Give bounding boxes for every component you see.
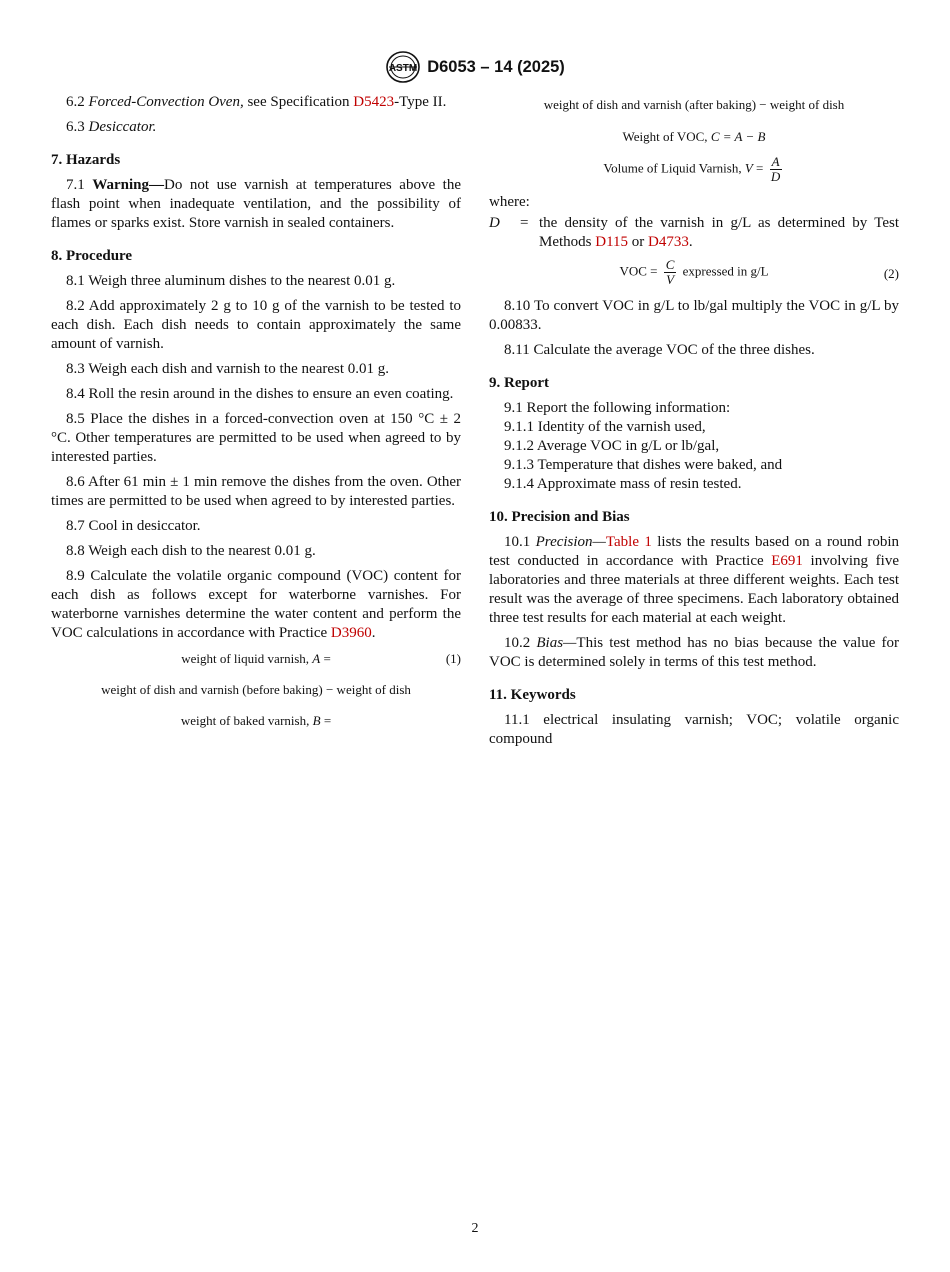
equation-baked-varnish: weight of baked varnish, B = [180,713,332,728]
link-e691[interactable]: E691 [771,553,803,569]
fraction-a-over-d: $\frac{A}{D}$ [770,154,781,184]
equation-weight-voc: Weight of VOC, C = A − B [622,129,766,144]
fraction-c-over-v: $\frac{C}{V}$ [665,257,675,287]
page-header [0,50,950,89]
section-9-1-4: 9.1.4 Approximate mass of resin tested. [504,476,742,492]
equation-number: (1) [445,651,461,666]
equation-volume: Volume of Liquid Varnish, V = $\frac{A}{D}$ [603,154,781,184]
section-8-4: 8.4 Roll the resin around in the dishes to ensure an even coating. [66,386,454,402]
section-8-9: 8.9 Calculate the volatile organic compound (VOC) content for each dish as follows except for waterborne varnishes. For waterborne varnishes determine the water content and perform the VOC calculations in accordance with Practice D3960. [51,568,461,641]
equation-1: weight of liquid varnish, A = (1) [181,651,461,666]
heading-report: 9. Report [489,375,549,391]
section-6-2: 6.2 Forced-Convection Oven, see Specification D5423-Type II. [66,94,447,110]
equation-1-line-2: weight of dish and varnish (before baking) − weight of dish [101,682,411,697]
equation-number: (2) [883,266,899,281]
section-8-7: 8.7 Cool in desiccator. [66,518,201,534]
link-d5423[interactable]: D5423 [353,94,395,110]
heading-keywords: 11. Keywords [489,687,576,703]
where-definition: D = the density of the varnish in g/L as determined by Test Methods D115 or D4733. [489,215,899,250]
astm-logo-icon [385,50,421,84]
section-6-3: 6.3 Desiccator. [66,119,157,135]
heading-procedure: 8. Procedure [51,248,133,264]
svg-text:ASTM: ASTM [389,63,418,74]
section-8-5: 8.5 Place the dishes in a forced-convection oven at 150 °C ± 2 °C. Other temperatures are permitted to be used when agreed to by interested parties. [51,411,461,465]
section-8-6: 8.6 After 61 min ± 1 min remove the dishes from the oven. Other times are permitted to be used when agreed to by interested parties. [51,474,461,509]
section-10-2: 10.2 Bias—This test method has no bias because the value for VOC is determined solely in terms of this test method. [489,635,900,670]
document-title: D6053 – 14 (2025) [427,57,565,76]
section-8-11: 8.11 Calculate the average VOC of the three dishes. [504,342,815,358]
equation-2: VOC = $\frac{C}{V}$ expressed in g/L (2) [619,257,899,287]
heading-precision-bias: 10. Precision and Bias [489,509,630,525]
section-10-1: 10.1 Precision—Table 1 lists the results based on a round robin test conducted in accordance with Practice E691 involving five laboratories and three materials at three different weights. Each test result was the average of three specimens. Each laboratory obtained three test results for each material at each weight. [489,534,899,626]
link-d4733[interactable]: D4733 [648,234,689,250]
section-11-1: 11.1 electrical insulating varnish; VOC; volatile organic compound [489,712,899,747]
section-8-1: 8.1 Weigh three aluminum dishes to the nearest 0.01 g. [66,273,396,289]
section-7-1: 7.1 Warning—Do not use varnish at temperatures above the flash point when inadequate ventilation, and the possibility of flames or sparks exist. Store varnish in sealed containers. [51,177,461,231]
section-9-1-1: 9.1.1 Identity of the varnish used, [504,419,706,435]
section-8-10: 8.10 To convert VOC in g/L to lb/gal multiply the VOC in g/L by 0.00833. [489,298,899,333]
link-d3960[interactable]: D3960 [330,625,372,641]
section-8-8: 8.8 Weigh each dish to the nearest 0.01 g. [66,543,316,559]
section-9-1: 9.1 Report the following information: [504,400,731,416]
link-table-1[interactable]: Table 1 [605,534,652,550]
equation-baked-line: weight of dish and varnish (after baking) − weight of dish [543,97,845,112]
section-9-1-2: 9.1.2 Average VOC in g/L or lb/gal, [504,438,720,454]
page-number: 2 [471,1221,479,1236]
right-column [489,93,899,755]
section-9-1-3: 9.1.3 Temperature that dishes were baked, and [504,457,783,473]
link-d115[interactable]: D115 [595,234,629,250]
heading-hazards: 7. Hazards [51,152,121,168]
left-column [51,93,461,730]
section-8-2: 8.2 Add approximately 2 g to 10 g of the varnish to be tested to each dish. Each dish needs to contain approximately the same amount of varnish. [51,298,461,352]
section-8-3: 8.3 Weigh each dish and varnish to the nearest 0.01 g. [66,361,390,377]
where-label: where: [489,194,530,210]
